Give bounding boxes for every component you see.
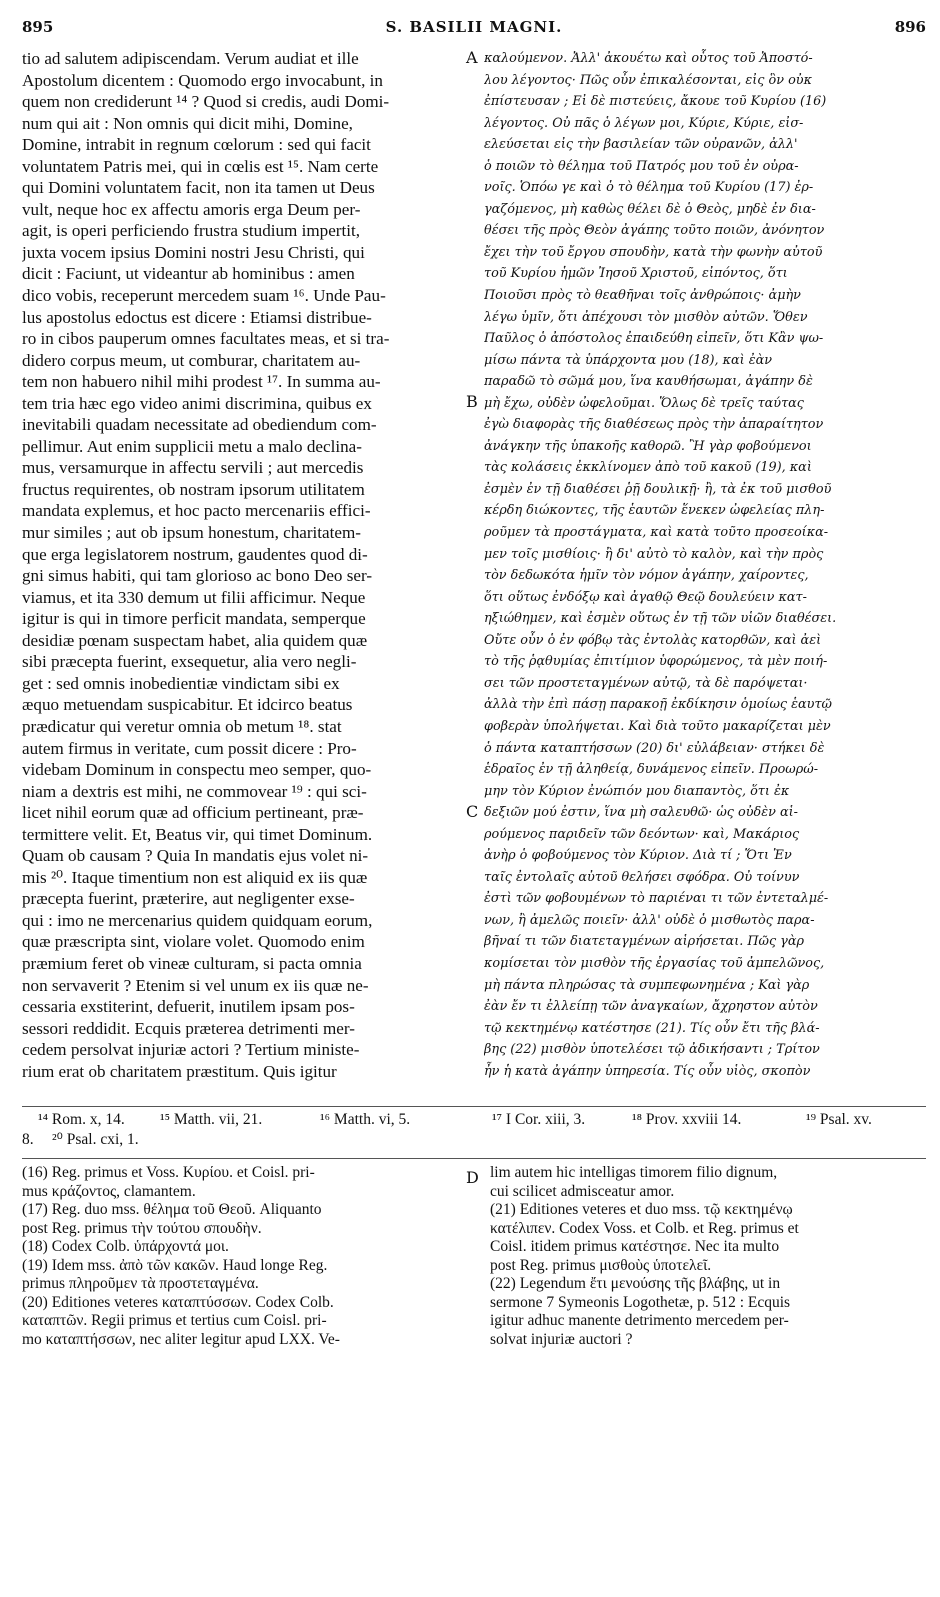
greek-text-line: ρούμενος παριδεῖν τῶν δεόντων· καὶ, Μακάριος (484, 826, 800, 842)
notes-right-column (490, 1164, 930, 1349)
greek-text-line: Ποιοῦσι πρὸς τὸ θεαθῆναι τοῖς ἀνθρώποις· ἀμὴν (484, 288, 801, 304)
greek-text-line: ἑδραῖος ἐν τῇ ἀληθείᾳ, δυνάμενος εἰπεῖν. Προωρώ- (484, 762, 819, 778)
footnote-rule (22, 1106, 926, 1107)
note-left-line: mo καταπτήσσων, nec aliter legitur apud LXX. Ve- (22, 1330, 340, 1348)
running-title: S. BASILII MAGNI. (385, 18, 563, 36)
latin-text-line: tem non habuero nihil mihi prodest ¹⁷. In summa au- (22, 372, 381, 392)
latin-text-line: autem firmus in veritate, cum possit dicere : Pro- (22, 738, 357, 758)
latin-text-line: igitur is qui in timore perficit mandata, semperque (22, 609, 366, 629)
latin-text-line: pellimur. Aut enim supplicii metu a malo declina- (22, 436, 362, 456)
latin-text-line: non servaverit ? Etenim si vel unum ex iis quæ ne- (22, 975, 369, 995)
latin-text-line: inevitabili quadam necessitate ad obediendum com- (22, 415, 377, 435)
greek-text-line: δεξιῶν μού ἐστιν, ἵνα μὴ σαλευθῶ· ὡς οὐδὲν αἱ- (484, 805, 798, 821)
latin-text-line: desidiæ pœnam suspectam habet, alia quidem quæ (22, 630, 368, 650)
latin-text-line: quæ præscripta sint, violare volet. Quomodo enim (22, 932, 365, 952)
latin-text-line: cessaria exstiterint, defuerit, inutilem ipsam pos- (22, 997, 355, 1017)
page-number-left: 895 (22, 18, 54, 36)
greek-text-line: ταῖς ἐντολαῖς αὐτοῦ θελήσει σφόδρα. Οὐ τοίνυν (484, 869, 800, 885)
latin-text-line: licet nihil eorum quæ ad officium pertineant, præ- (22, 803, 364, 823)
note-left-line: primus πληροῦμεν τὰ προστεταγμένα. (22, 1275, 259, 1292)
latin-text-line: tem tria hæc ego video animi discrimina, quibus ex (22, 393, 372, 413)
latin-text-line: que erga legislatorem nostrum, gaudentes quod di- (22, 544, 368, 564)
greek-text-line: θέσει τῆς πρὸς Θεὸν ἀγάπης τοῦτο ποιῶν, ἀνόνητον (484, 223, 825, 239)
latin-text-line: mis ²⁰. Itaque timentium non est aliquid ex iis quæ (22, 867, 368, 887)
note-right-line: Coisl. itidem primus κατέστησε. Nec ita multo (490, 1238, 780, 1255)
greek-text-line: ὁ ποιῶν τὸ θέλημα τοῦ Πατρός μου τοῦ ἐν οὐρα- (484, 158, 799, 174)
latin-text-line: cedem persolvat injuriæ actori ? Tertium ministe- (22, 1040, 360, 1060)
greek-text-line: κομίσεται τὸν μισθὸν τῆς ἐργασίας τοῦ ἀμπελῶνος, (484, 955, 825, 971)
greek-text-line: μίσω πάντα τὰ ὑπάρχοντα μου (18), καὶ ἐὰν (484, 352, 773, 368)
latin-text-line: lus apostolus edoctus est dicere : Etiamsi distribue- (22, 307, 372, 327)
greek-text-line: ἀνάγκην τῆς ὑπακοῆς καθορῶ. Ἢ γὰρ φοβούμενοι (484, 438, 812, 454)
note-left-line: (17) Reg. duo mss. θέλημα τοῦ Θεοῦ. Aliquanto (22, 1201, 322, 1218)
page-header (22, 18, 926, 40)
footnote-right-1: ¹⁷ I Cor. xiii, 3. (492, 1111, 586, 1128)
greek-text-line: μην τὸν Κύριον ἐνώπιόν μου διαπαντὸς, ὅτι ἐκ (484, 783, 790, 799)
latin-text-line: get : sed omnis inobedientiæ vindictam sibi ex (22, 673, 340, 693)
greek-text-line: νοῖς. Ὁπόω γε καὶ ὁ τὸ θέλημα τοῦ Κυρίου (17) ἐρ- (484, 180, 814, 196)
note-right-line: cui scilicet admisceatur amor. (490, 1182, 675, 1200)
latin-column (22, 48, 470, 1082)
note-right-line: (21) Editiones veteres et duo mss. τῷ κεκτημένῳ (490, 1201, 793, 1218)
latin-text-line: dico vobis, receperunt mercedem suam ¹⁶. Unde Pau- (22, 286, 386, 306)
latin-text-line: mandata explemus, et hoc pacto mercenariis effici- (22, 501, 371, 521)
latin-text-line: rium erat ob charitatem præstitum. Quis igitur (22, 1061, 337, 1081)
latin-text-line: fructus requirentes, ob nostram ipsorum utilitatem (22, 479, 365, 499)
latin-text-line: præmium feret ob vineæ culturam, si pacta omnia (22, 953, 362, 973)
footnote-left-3: ¹⁶ Matth. vi, 5. (320, 1111, 411, 1128)
greek-text-line: τὸν δεδωκότα ἡμῖν τὸν νόμον ἀγάπην, χαίροντες, (484, 568, 809, 584)
latin-text-line: agit, is operi perficiendo frustra studium impertit, (22, 221, 360, 241)
latin-text-line: num qui ait : Non omnis qui dicit mihi, Domine, (22, 113, 353, 133)
greek-text-line: τῷ κεκτημένῳ κατέστησε (21). Τίς οὖν ἔτι τῆς βλά- (484, 1020, 820, 1036)
greek-text-line: μὴ πάντα πληρώσας τὰ συμπεφωνημένα ; Καὶ γὰρ (484, 977, 810, 993)
margin-letter-b: B (466, 392, 478, 411)
greek-text-line: ἐγὼ διαφορὰς τῆς διαθέσεως πρὸς τὴν ἀπαραίτητον (484, 417, 824, 433)
latin-text-line: viamus, et ita 330 demum ut filii afficimur. Neque (22, 587, 366, 607)
note-left-line: post Reg. primus τὴν τούτου σπουδὴν. (22, 1219, 262, 1237)
notes-rule (22, 1158, 926, 1159)
note-right-line: lim autem hic intelligas timorem filio dignum, (490, 1164, 778, 1181)
greek-text-line: βης (22) μισθὸν ὑποτελέσει τῷ ἀδικήσαντι ; Τρίτον (484, 1042, 820, 1058)
greek-text-line: τὸ τῆς ῥᾳθυμίας ἐπιτίμιον ὑφορώμενος, τὰ μὲν ποιή- (484, 654, 828, 670)
latin-text-line: niam a dextris est mihi, ne commovear ¹⁹ : qui sci- (22, 781, 367, 801)
greek-text-line: τὰς κολάσεις ἐκκλίνομεν ἀπὸ τοῦ κακοῦ (19), καὶ (484, 460, 812, 476)
footnote-left-1: ¹⁴ Rom. x, 14. (38, 1111, 125, 1128)
greek-text-line: βῆναί τι τῶν διατεταγμένων αἱρήσεται. Πῶς γὰρ (484, 934, 804, 950)
greek-text-line: τοῦ Κυρίου ἡμῶν Ἰησοῦ Χριστοῦ, εἰπόντος, ὅτι (484, 266, 788, 282)
latin-text-line: tio ad salutem adipiscendam. Verum audiat et ille (22, 49, 359, 68)
latin-text-line: qui : imo ne mercenarius quidem quidquam eorum, (22, 910, 373, 930)
latin-text-line: didero corpus meum, ut comburar, charitatem au- (22, 350, 361, 370)
greek-text-line: ὁ πάντα καταπτήσσων (20) δι' εὐλάβειαν· στήκει δὲ (484, 740, 825, 756)
margin-letter-d: D (466, 1168, 479, 1187)
footnote-left-5: ²⁰ Psal. cxi, 1. (52, 1131, 139, 1148)
latin-text-line: gni simus habiti, qui tam glorioso ac bono Deo ser- (22, 566, 373, 586)
note-left-line: καταπτῶν. Regii primus et tertius cum Coisl. pri- (22, 1312, 327, 1329)
note-left-line: (18) Codex Colb. ὑπάρχοντά μοι. (22, 1238, 229, 1255)
note-right-line: solvat injuriæ auctori ? (490, 1330, 633, 1348)
latin-text-line: ro in cibos pauperum omnes facultates meas, et si tra- (22, 329, 390, 349)
greek-text-line: μὴ ἔχω, οὐδὲν ὠφελοῦμαι. Ὅλως δὲ τρεῖς ταύτας (484, 395, 804, 411)
greek-text-line: Οὔτε οὖν ὁ ἐν φόβῳ τὰς ἐντολὰς κατορθῶν, καὶ ἀεὶ (484, 632, 822, 648)
note-right-line: κατέλιπεν. Codex Voss. et Colb. et Reg. primus et (490, 1219, 799, 1237)
margin-letter-a: A (466, 48, 478, 67)
footnote-right-3: ¹⁹ Psal. xv. (806, 1111, 872, 1128)
greek-text-line: ἐσμὲν ἐν τῇ διαθέσει ῥῇ δουλικῇ· ἢ, τὰ ἐκ τοῦ μισθοῦ (484, 481, 832, 497)
latin-text-line: Quam ob causam ? Quia In mandatis ejus volet ni- (22, 846, 369, 866)
greek-column (484, 48, 926, 1082)
latin-text-line: æquo metuendam suspicabitur. Et idcirco beatus (22, 695, 353, 715)
greek-text-line: ἐστὶ τῶν φοβουμένων τὸ παριέναι τι τῶν ἐντεταλμέ- (484, 891, 829, 907)
notes-left-column (22, 1164, 472, 1349)
greek-text-line: ηξιώθημεν, καὶ ἐσμὲν οὕτως ἐν τῇ τῶν υἱῶν διαθέσει. (484, 611, 837, 627)
greek-text-line: κέρδη διώκοντες, τῆς ἑαυτῶν ἕνεκεν ὠφελείας πλη- (484, 503, 825, 519)
greek-text-line: ἀνὴρ ὁ φοβούμενος τὸν Κύριον. Διὰ τί ; Ὅτι Ἐν (484, 848, 792, 864)
greek-text-line: ἔχει τὴν τοῦ ἔργου σπουδὴν, κατὰ τὴν φωνὴν αὐτοῦ (484, 244, 823, 260)
greek-text-line: σει τῶν προστεταγμένων αὐτῷ, τὰ δὲ παρόψεται· (484, 675, 808, 691)
greek-text-line: Παῦλος ὁ ἀπόστολος ἐπαιδεύθη εἰπεῖν, ὅτι Κἂν ψω- (484, 331, 824, 347)
greek-text-line: νων, ἢ ἀμελῶς ποιεῖν· ἀλλ' οὐδὲ ὁ μισθωτὸς παρα- (484, 912, 815, 928)
note-right-line: igitur adhuc manente detrimento mercedem per- (490, 1312, 789, 1329)
note-right-line: sermone 7 Symeonis Logothetæ, p. 512 : Ecquis (490, 1293, 791, 1311)
latin-text-line: Apostolum dicentem : Quomodo ergo invocabunt, in (22, 70, 383, 90)
note-left-line: (16) Reg. primus et Voss. Κυρίου. et Coisl. pri- (22, 1164, 315, 1181)
note-left-line: mus κράζοντος, clamantem. (22, 1182, 196, 1200)
greek-text-line: ἐπίστευσαν ; Εἰ δὲ πιστεύεις, ἄκουε τοῦ Κυρίου (16) (484, 94, 827, 110)
latin-text-line: termittere velit. Et, Beatus vir, qui timet Dominum. (22, 824, 373, 844)
latin-text-line: qui Domini voluntatem facit, non ita tamen ut Deus (22, 178, 375, 198)
latin-text-line: præcepta fuerint, præterire, aut negligenter exse- (22, 889, 355, 909)
note-right-line: post Reg. primus μισθοὺς ὑποτελεῖ. (490, 1256, 712, 1274)
latin-text-line: sibi præcepta fuerint, exsequetur, alia vero negli- (22, 652, 357, 672)
latin-text-line: quem non crediderunt ¹⁴ ? Quod si credis, audi Domi- (22, 92, 390, 112)
latin-text-line: prædicatur qui veretur omnia ob metum ¹⁸. stat (22, 716, 342, 736)
greek-text-line: ἀλλὰ τὴν ἐπὶ πάσῃ παρακοῇ ἐκδίκησιν ὁμοίως ἑαυτῷ (484, 697, 832, 713)
latin-text-line: videbam Dominum in conspectu meo semper, quo- (22, 760, 372, 780)
latin-text-line: mus, versamurque in affectu servili ; aut mercedis (22, 458, 364, 478)
footnote-left-2: ¹⁵ Matth. vii, 21. (160, 1111, 263, 1128)
greek-text-line: μεν τοῖς μισθίοις· ἢ δι' αὐτὸ τὸ καλὸν, καὶ τὴν πρὸς (484, 546, 824, 562)
note-left-line: (19) Idem mss. ἀπὸ τῶν κακῶν. Haud longe Reg. (22, 1256, 328, 1274)
note-left-line: (20) Editiones veteres καταπτύσσων. Codex Colb. (22, 1293, 334, 1311)
footnote-right-2: ¹⁸ Prov. xxviii 14. (632, 1111, 742, 1128)
greek-text-line: ροῦμεν τὰ προστάγματα, καὶ κατὰ τοῦτο προσεοίκα- (484, 525, 829, 541)
note-right-line: (22) Legendum ἔτι μενούσης τῆς βλάβης, ut in (490, 1275, 781, 1292)
greek-text-line: γαζόμενος, μὴ καθὼς θέλει δὲ ὁ Θεὸς, μηδὲ ἐν δια- (484, 201, 816, 217)
greek-text-line: ὅτι οὕτως ἐνδόξῳ καὶ ἀγαθῷ Θεῷ δουλεύειν κατ- (484, 589, 807, 605)
greek-text-line: λέγω ὑμῖν, ὅτι ἀπέχουσι τὸν μισθὸν αὐτῶν. Ὅθεν (484, 309, 808, 325)
latin-text-line: dicit : Faciunt, ut videantur ab hominibus : amen (22, 264, 355, 284)
latin-text-line: juxta vocem ipsius Domini nostri Jesu Christi, qui (22, 242, 365, 262)
latin-text-line: voluntatem Patris mei, qui in cœlis est ¹⁵. Nam certe (22, 156, 379, 176)
greek-text-line: ἐὰν ἔν τι ἐλλείπῃ τῶν ἀναγκαίων, ἄχρηστον αὐτὸν (484, 999, 818, 1015)
latin-text-line: sessori reddidit. Ecquis præterea detrimenti mer- (22, 1018, 355, 1038)
footnote-left-4: 8. (22, 1131, 34, 1148)
greek-text-line: λέγοντος. Οὐ πᾶς ὁ λέγων μοι, Κύριε, Κύριε, εἰσ- (484, 115, 804, 131)
latin-text-line: mur similes ; aut ob ipsum honestum, charitatem- (22, 523, 361, 543)
latin-text-line: Domine, intrabit in regnum cœlorum : sed qui facit (22, 135, 371, 155)
greek-text-line: ελεύσεται εἰς τὴν βασιλείαν τῶν οὐρανῶν, ἀλλ' (484, 137, 798, 153)
greek-text-line: ἦν ἡ κατὰ ἀγάπην ὑπηρεσία. Τίς οὖν υἱὸς, σκοπὸν (484, 1063, 811, 1079)
greek-text-line: λου λέγοντος· Πῶς οὖν ἐπικαλέσονται, εἰς ὃν οὐκ (484, 72, 812, 88)
greek-text-line: καλούμενον. Ἀλλ' ἀκουέτω καὶ οὗτος τοῦ Ἀποστό- (484, 51, 813, 66)
latin-text-line: vult, neque hoc ex affectu amoris erga Deum per- (22, 199, 361, 219)
margin-letter-c: C (466, 802, 479, 821)
page-number-right: 896 (894, 18, 926, 36)
greek-text-line: φοβερὰν ὑπολήψεται. Καὶ διὰ τοῦτο μακαρίζεται μὲν (484, 718, 831, 734)
greek-text-line: παραδῶ τὸ σῶμά μου, ἵνα καυθήσωμαι, ἀγάπην δὲ (484, 374, 813, 390)
